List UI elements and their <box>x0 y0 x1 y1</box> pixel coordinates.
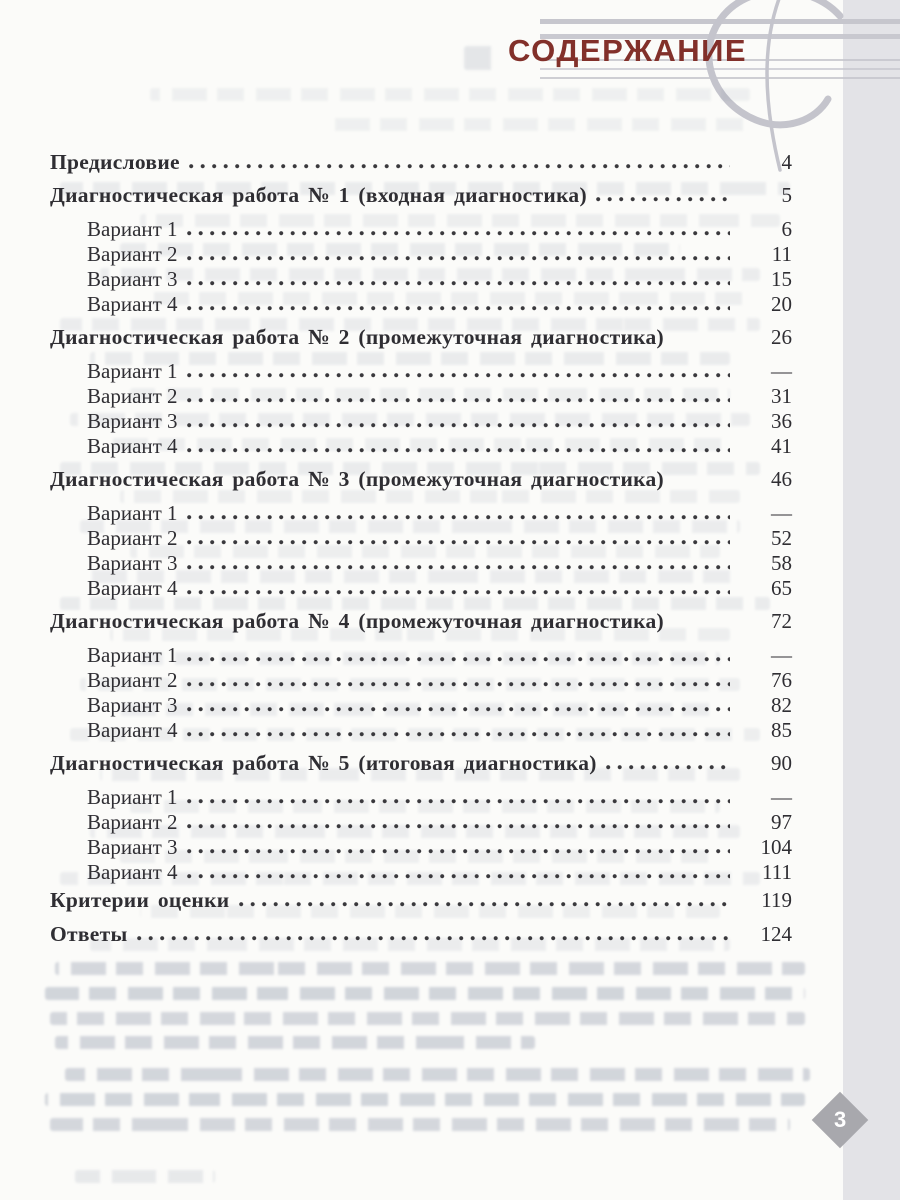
toc-page-number: 82 <box>771 693 792 717</box>
toc-leader-dots <box>239 902 731 907</box>
toc-entry-label: Вариант 4 <box>87 718 178 742</box>
toc-entry-label: Ответы <box>50 922 128 946</box>
toc-entry-label: Диагностическая работа № 4 (промежуточная диагностика) <box>50 609 664 633</box>
toc-entry-label: Вариант 2 <box>87 668 178 692</box>
toc-entry <box>50 693 792 718</box>
toc-page-number: 65 <box>771 576 792 600</box>
toc-page-number: 119 <box>761 888 792 912</box>
toc-entry-label: Вариант 3 <box>87 267 178 291</box>
toc-entry <box>50 526 792 551</box>
toc-page-number: 11 <box>771 242 792 266</box>
toc-page-number: 85 <box>771 718 792 742</box>
toc-entry <box>50 267 792 292</box>
toc-entry-label: Вариант 1 <box>87 501 178 525</box>
toc-leader-dots <box>187 448 730 453</box>
toc-entry <box>50 668 792 693</box>
toc-leader-dots <box>189 164 730 169</box>
toc-entry-label: Вариант 4 <box>87 434 178 458</box>
toc-leader-dots <box>187 565 730 570</box>
toc-entry-label: Вариант 4 <box>87 292 178 316</box>
bleed-through-line <box>464 46 500 70</box>
toc-entry-label: Вариант 3 <box>87 693 178 717</box>
toc-page-number: 36 <box>771 409 792 433</box>
toc-entry-label: Вариант 2 <box>87 384 178 408</box>
toc-entry <box>50 609 792 634</box>
toc-entry <box>50 409 792 434</box>
toc-entry <box>50 643 792 668</box>
toc-page-number: 111 <box>762 860 792 884</box>
toc-entry-label: Вариант 4 <box>87 860 178 884</box>
toc-page-number: 46 <box>771 467 792 491</box>
toc-entry <box>50 922 792 947</box>
toc-entry <box>50 718 792 743</box>
bleed-through-line <box>65 1068 810 1081</box>
toc-leader-dots <box>187 732 730 737</box>
toc-entry <box>50 835 792 860</box>
toc-entry-label: Вариант 2 <box>87 242 178 266</box>
calligraphic-c-icon <box>688 0 858 175</box>
toc-page-number: 124 <box>760 922 792 946</box>
toc-leader-dots <box>187 824 730 829</box>
page-title: СОДЕРЖАНИЕ <box>508 33 748 68</box>
toc-entry <box>50 467 792 492</box>
toc-entry <box>50 888 792 913</box>
toc-leader-dots <box>606 765 730 770</box>
toc-entry-label: Диагностическая работа № 3 (промежуточная диагностика) <box>50 467 664 491</box>
toc-leader-dots <box>187 849 730 854</box>
toc-entry <box>50 359 792 384</box>
toc-page-number: 52 <box>771 526 792 550</box>
toc-leader-dots <box>137 936 730 941</box>
toc-page-number: 26 <box>771 325 792 349</box>
toc-leader-dots <box>187 682 730 687</box>
toc-entry <box>50 434 792 459</box>
toc-page-number: 41 <box>771 434 792 458</box>
bleed-through-line <box>50 1012 805 1025</box>
toc-leader-dots <box>187 281 730 286</box>
toc-leader-dots <box>187 423 730 428</box>
toc-page-number: — <box>771 501 792 525</box>
toc-entry-label: Вариант 2 <box>87 526 178 550</box>
toc-leader-dots <box>596 197 730 202</box>
toc-leader-dots <box>187 398 730 403</box>
toc-leader-dots <box>187 874 730 879</box>
toc-page-number: 90 <box>771 751 792 775</box>
toc-entry <box>50 551 792 576</box>
toc-page-number: 5 <box>781 183 792 207</box>
toc-page-number: 97 <box>771 810 792 834</box>
toc-entry-label: Вариант 3 <box>87 551 178 575</box>
toc-entry-label: Вариант 1 <box>87 643 178 667</box>
toc-page-number: 76 <box>771 668 792 692</box>
toc-entry <box>50 217 792 242</box>
toc-entry <box>50 242 792 267</box>
toc-entry <box>50 501 792 526</box>
toc-leader-dots <box>673 481 730 486</box>
bleed-through-line <box>45 987 805 1000</box>
bleed-through-line <box>45 1093 805 1106</box>
toc-entry <box>50 860 792 885</box>
toc-entry-label: Диагностическая работа № 2 (промежуточная диагностика) <box>50 325 664 349</box>
toc-entry <box>50 576 792 601</box>
toc-page-number: — <box>771 785 792 809</box>
bleed-through-line <box>55 962 805 975</box>
toc-entry-label: Вариант 2 <box>87 810 178 834</box>
toc-entry <box>50 150 792 175</box>
toc-leader-dots <box>187 373 730 378</box>
toc-entry-label: Вариант 4 <box>87 576 178 600</box>
bleed-through-line <box>55 1036 535 1049</box>
toc-page-number: 4 <box>781 150 792 174</box>
toc-leader-dots <box>187 590 730 595</box>
toc-entry <box>50 292 792 317</box>
page-edge-strip <box>843 0 900 1200</box>
toc-leader-dots <box>187 231 730 236</box>
toc-entry-label: Вариант 1 <box>87 785 178 809</box>
toc-entry-label: Диагностическая работа № 5 (итоговая диагностика) <box>50 751 597 775</box>
toc-page-number: 31 <box>771 384 792 408</box>
toc-page-number: — <box>771 359 792 383</box>
toc-entry-label: Вариант 1 <box>87 217 178 241</box>
toc-page-number: 6 <box>781 217 792 241</box>
toc-entry-label: Критерии оценки <box>50 888 230 912</box>
toc-entry <box>50 810 792 835</box>
toc-page-number: 15 <box>771 267 792 291</box>
toc-entry <box>50 183 792 208</box>
toc-leader-dots <box>187 306 730 311</box>
toc-entry-label: Вариант 3 <box>87 835 178 859</box>
toc-leader-dots <box>187 515 730 520</box>
toc-page-number: 104 <box>760 835 792 859</box>
toc-page-number: 58 <box>771 551 792 575</box>
toc-page-number: — <box>771 643 792 667</box>
toc-entry <box>50 785 792 810</box>
toc-entry-label: Предисловие <box>50 150 180 174</box>
toc-leader-dots <box>187 657 730 662</box>
page-number: 3 <box>833 1107 847 1132</box>
toc-leader-dots <box>187 256 730 261</box>
toc-leader-dots <box>187 707 730 712</box>
toc-entry-label: Вариант 1 <box>87 359 178 383</box>
table-of-contents <box>50 150 792 947</box>
toc-leader-dots <box>187 540 730 545</box>
toc-leader-dots <box>673 339 730 344</box>
toc-page-number: 20 <box>771 292 792 316</box>
bleed-through-line <box>330 118 750 131</box>
toc-entry-label: Диагностическая работа № 1 (входная диагностика) <box>50 183 587 207</box>
toc-leader-dots <box>187 799 730 804</box>
toc-entry-label: Вариант 3 <box>87 409 178 433</box>
toc-page-number: 72 <box>771 609 792 633</box>
bleed-through-line <box>75 1170 215 1183</box>
toc-leader-dots <box>673 623 730 628</box>
toc-entry <box>50 384 792 409</box>
toc-entry <box>50 325 792 350</box>
bleed-through-line <box>50 1118 790 1131</box>
toc-entry <box>50 751 792 776</box>
